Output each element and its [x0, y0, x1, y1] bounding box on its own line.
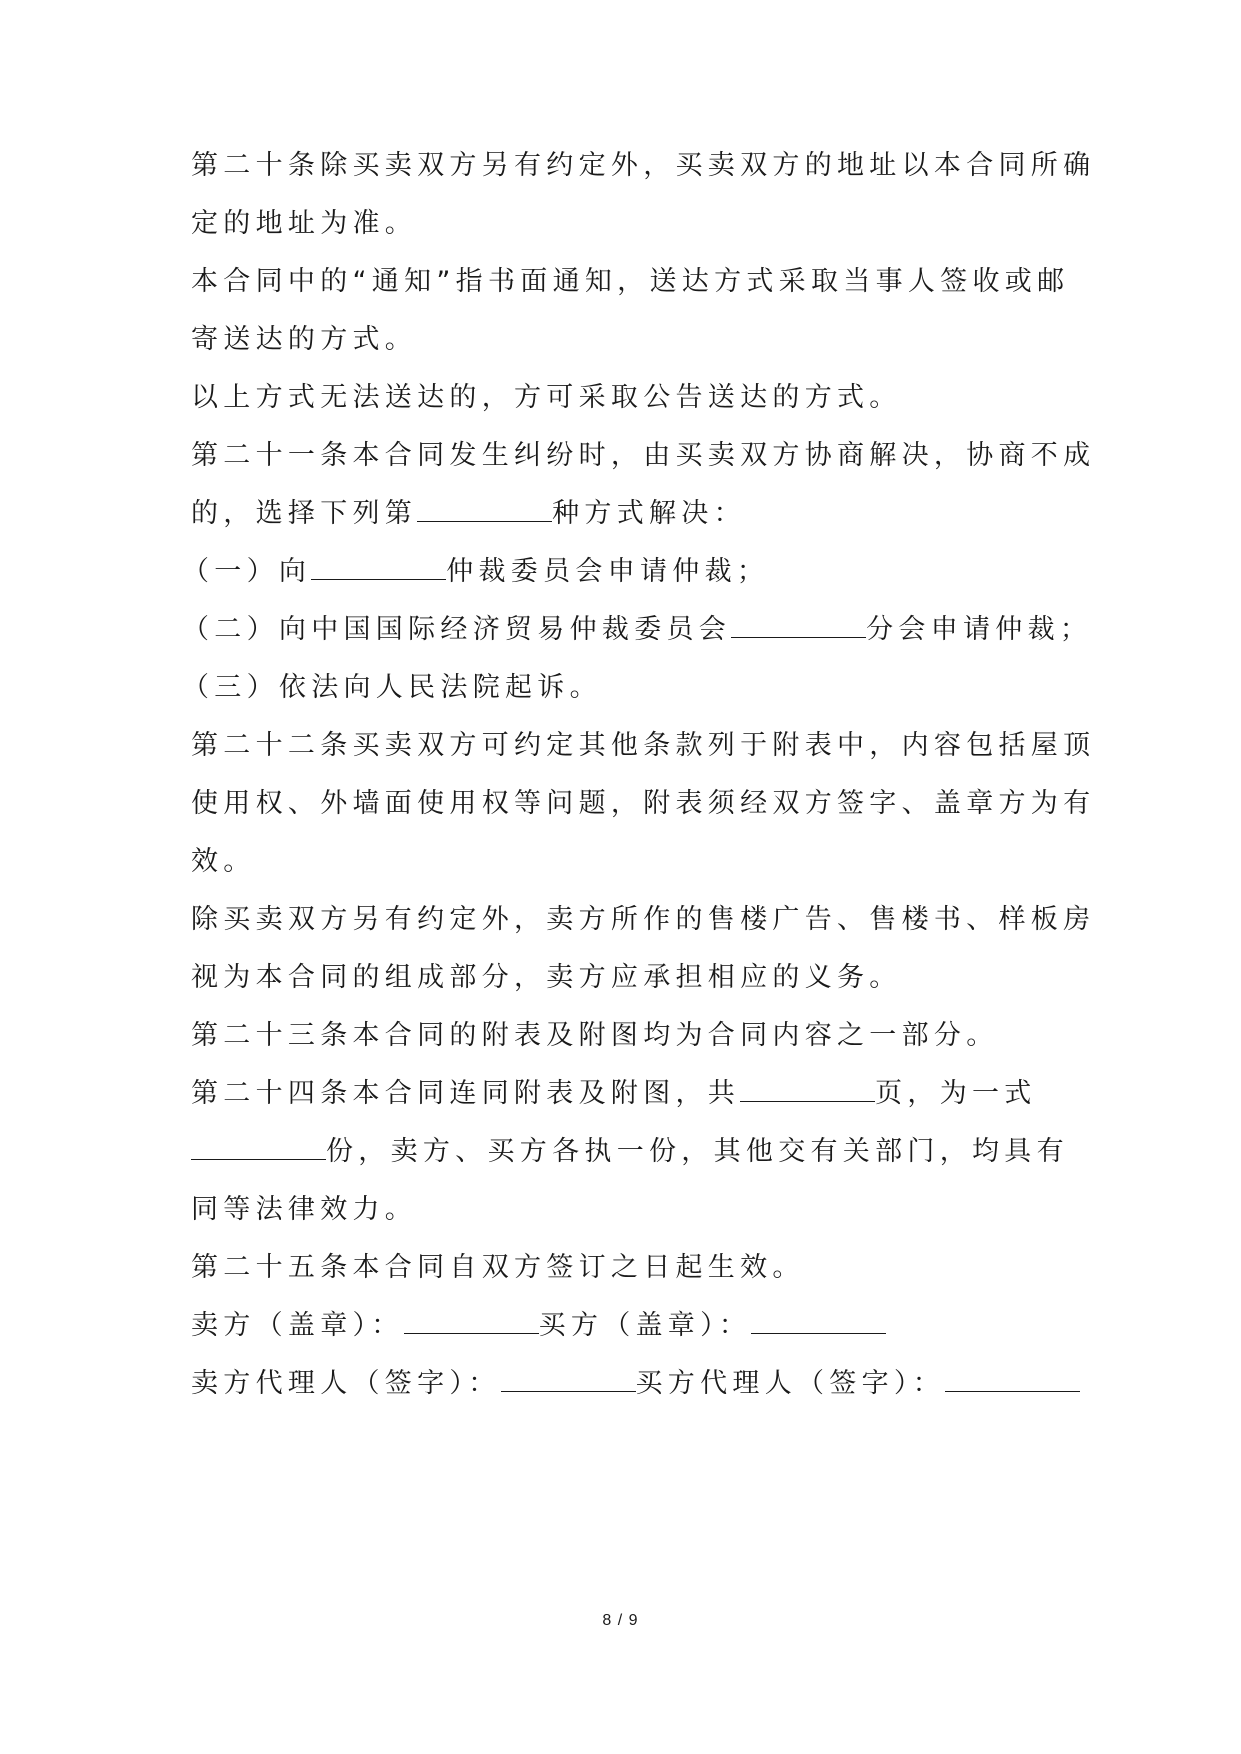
text: 仲裁委员会申请仲裁；	[446, 556, 770, 587]
paragraph-article-24-line-3	[191, 1190, 417, 1230]
paragraph-article-20-line-1	[191, 146, 1095, 186]
paragraph-article-22-line-3	[191, 842, 256, 882]
text: 份，卖方、买方各执一份，其他交有关部门，均具有	[326, 1136, 1069, 1167]
signature-seal-row	[191, 1306, 886, 1346]
text: 除买卖双方另有约定外，卖方所作的售楼广告、售楼书、样板房	[191, 904, 1096, 935]
text: 第二十四条本合同连同附表及附图，共	[191, 1078, 741, 1109]
seller-seal-label: 卖方（盖章）：	[191, 1310, 404, 1341]
seller-agent-label: 卖方代理人（签字）：	[191, 1368, 501, 1399]
fill-in-blank	[311, 553, 446, 580]
seller-seal-blank	[404, 1307, 539, 1334]
text: 使用权、外墙面使用权等问题，附表须经双方签字、盖章方为有	[191, 788, 1096, 819]
buyer-seal-blank	[751, 1307, 886, 1334]
text: 效。	[191, 846, 256, 877]
paragraph-article-23	[191, 1016, 999, 1056]
paragraph-notice-line-2	[191, 320, 417, 360]
paragraph-article-21-line-1	[191, 436, 1095, 476]
fill-in-blank	[740, 1075, 875, 1102]
text: 的，选择下列第	[191, 498, 418, 529]
text: 第二十三条本合同的附表及附图均为合同内容之一部分。	[191, 1020, 999, 1051]
text: 本合同中的“通知”指书面通知，送达方式采取当事人签收或邮	[191, 266, 1070, 297]
text: （二）向中国国际经济贸易仲裁委员会	[182, 614, 732, 645]
text: 第二十一条本合同发生纠纷时，由买卖双方协商解决，协商不成	[191, 440, 1096, 471]
buyer-seal-label: 买方（盖章）：	[538, 1310, 752, 1341]
paragraph-article-22-line-1	[191, 726, 1095, 766]
text: 以上方式无法送达的，方可采取公告送达的方式。	[191, 382, 902, 413]
paragraph-article-24-line-1	[191, 1074, 1037, 1114]
text: 种方式解决：	[552, 498, 746, 529]
fill-in-blank	[417, 495, 552, 522]
paragraph-article-25	[191, 1248, 805, 1288]
buyer-agent-label: 买方代理人（签字）：	[635, 1368, 945, 1399]
text: 同等法律效力。	[191, 1194, 418, 1225]
paragraph-public-notice	[191, 378, 902, 418]
option-1	[182, 552, 769, 592]
page-number: 8 / 9	[602, 1612, 639, 1629]
text: （三）依法向人民法院起诉。	[182, 672, 602, 703]
text: （一）向	[182, 556, 312, 587]
paragraph-notice-line-1	[191, 262, 1069, 302]
paragraph-article-22-line-2	[191, 784, 1095, 824]
text: 页，为一式	[875, 1078, 1037, 1109]
buyer-agent-blank	[945, 1365, 1080, 1392]
fill-in-blank	[731, 611, 866, 638]
paragraph-article-21-line-2	[191, 494, 746, 534]
fill-in-blank	[191, 1133, 326, 1160]
paragraph-article-20-line-2	[191, 204, 417, 244]
text: 定的地址为准。	[191, 208, 418, 239]
paragraph-article-24-line-2	[191, 1132, 1069, 1172]
option-2	[182, 610, 1092, 650]
text: 第二十二条买卖双方可约定其他条款列于附表中，内容包括屋顶	[191, 730, 1096, 761]
text: 视为本合同的组成部分，卖方应承担相应的义务。	[191, 962, 902, 993]
paragraph-advertising-line-2	[191, 958, 902, 998]
text: 第二十五条本合同自双方签订之日起生效。	[191, 1252, 805, 1283]
option-3	[182, 668, 602, 708]
seller-agent-blank	[501, 1365, 636, 1392]
text: 寄送达的方式。	[191, 324, 418, 355]
paragraph-advertising-line-1	[191, 900, 1095, 940]
text: 第二十条除买卖双方另有约定外，买卖双方的地址以本合同所确	[191, 150, 1096, 181]
signature-agent-row	[191, 1364, 1080, 1404]
text: 分会申请仲裁；	[866, 614, 1093, 645]
